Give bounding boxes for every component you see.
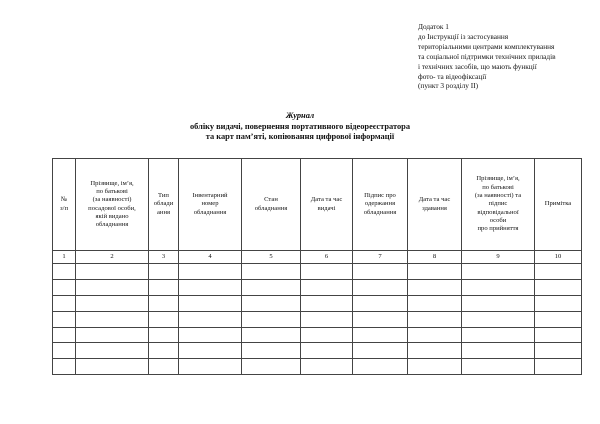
column-number: 1 <box>53 251 76 264</box>
table-row <box>53 343 582 359</box>
table-cell <box>76 279 149 295</box>
table-cell <box>149 264 179 280</box>
table-cell <box>179 264 242 280</box>
table-cell <box>53 295 76 311</box>
column-header <box>76 159 149 251</box>
table-cell <box>53 311 76 327</box>
column-number: 6 <box>301 251 353 264</box>
table-cell <box>242 343 301 359</box>
table-cell <box>179 311 242 327</box>
table-cell <box>53 359 76 375</box>
table-cell <box>462 264 535 280</box>
table-cell <box>301 264 353 280</box>
table-cell <box>149 279 179 295</box>
table-cell <box>242 295 301 311</box>
column-header <box>149 159 179 251</box>
table-cell <box>53 264 76 280</box>
column-header <box>53 159 76 251</box>
table-cell <box>76 327 149 343</box>
table-cell <box>462 359 535 375</box>
column-header-text: Підпис про одержання обладнання <box>363 192 397 216</box>
appendix-line: фото- та відеофіксації <box>418 71 487 81</box>
table-cell <box>462 279 535 295</box>
column-number: 9 <box>462 251 535 264</box>
table-cell <box>179 295 242 311</box>
table-cell <box>179 343 242 359</box>
table-cell <box>408 279 462 295</box>
table-header-row <box>53 159 582 251</box>
table-cell <box>53 327 76 343</box>
table-row <box>53 311 582 327</box>
table-cell <box>353 264 408 280</box>
table-cell <box>179 327 242 343</box>
column-header-text: Дата та час видачі <box>310 196 343 212</box>
column-header-text: Примітка <box>544 200 572 208</box>
column-header <box>353 159 408 251</box>
journal-title-line: обліку видачі, повернення портативного відеореєстратора <box>189 121 411 131</box>
column-number: 7 <box>353 251 408 264</box>
table-cell <box>301 327 353 343</box>
table-cell <box>408 359 462 375</box>
table-cell <box>149 295 179 311</box>
table-cell <box>535 327 582 343</box>
table-cell <box>242 327 301 343</box>
column-header-text: Дата та час здавання <box>418 196 451 212</box>
table-cell <box>353 295 408 311</box>
table-cell <box>301 279 353 295</box>
table-cell <box>408 343 462 359</box>
table-cell <box>353 359 408 375</box>
table-cell <box>242 279 301 295</box>
table-cell <box>462 343 535 359</box>
column-header <box>408 159 462 251</box>
table-cell <box>179 279 242 295</box>
table-cell <box>535 295 582 311</box>
column-header <box>462 159 535 251</box>
journal-table <box>52 158 582 375</box>
table-cell <box>353 311 408 327</box>
column-number: 3 <box>149 251 179 264</box>
column-header <box>179 159 242 251</box>
appendix-note <box>418 22 598 91</box>
table-cell <box>301 343 353 359</box>
table-cell <box>76 343 149 359</box>
column-header-text: Стан обладнання <box>254 196 288 212</box>
table-cell <box>535 343 582 359</box>
table-row <box>53 359 582 375</box>
table-cell <box>149 343 179 359</box>
column-header <box>242 159 301 251</box>
table-cell <box>301 311 353 327</box>
journal-title <box>0 111 600 143</box>
appendix-line: (пункт 3 розділу II) <box>418 81 479 91</box>
table-cell <box>76 264 149 280</box>
table-row <box>53 327 582 343</box>
table-cell <box>301 295 353 311</box>
column-number: 10 <box>535 251 582 264</box>
column-number: 2 <box>76 251 149 264</box>
table-cell <box>408 327 462 343</box>
appendix-line: до Інструкції із застосування <box>418 31 509 41</box>
column-header-text: № з/п <box>60 196 68 212</box>
column-number: 8 <box>408 251 462 264</box>
table-cell <box>462 295 535 311</box>
journal-title-line: Журнал <box>285 111 315 120</box>
table-cell <box>408 311 462 327</box>
table-cell <box>242 311 301 327</box>
table-cell <box>301 359 353 375</box>
table-row <box>53 264 582 280</box>
column-number-row <box>53 251 582 264</box>
table-cell <box>179 359 242 375</box>
table-cell <box>76 311 149 327</box>
table-cell <box>535 311 582 327</box>
table-cell <box>76 295 149 311</box>
column-header-text: Інвентарний номер обладнання <box>192 192 228 216</box>
table-cell <box>353 343 408 359</box>
table-cell <box>462 327 535 343</box>
journal-table-body <box>53 264 582 375</box>
table-row <box>53 295 582 311</box>
table-cell <box>242 264 301 280</box>
table-cell <box>53 343 76 359</box>
table-cell <box>535 264 582 280</box>
table-cell <box>353 279 408 295</box>
column-number: 5 <box>242 251 301 264</box>
column-number: 4 <box>179 251 242 264</box>
table-cell <box>462 311 535 327</box>
appendix-line: та соціальної підтримки технічних приладів <box>418 51 556 61</box>
column-header <box>535 159 582 251</box>
journal-title-line: та карт пам’яті, копіювання цифрової інформації <box>205 132 395 142</box>
table-cell <box>53 279 76 295</box>
appendix-line: територіальними центрами комплектування <box>418 41 555 51</box>
table-cell <box>353 327 408 343</box>
table-cell <box>535 279 582 295</box>
table-cell <box>76 359 149 375</box>
table-cell <box>242 359 301 375</box>
table-cell <box>408 264 462 280</box>
appendix-line: Додаток 1 <box>418 22 449 31</box>
table-cell <box>535 359 582 375</box>
column-header-text: Тип облади ання <box>153 192 174 216</box>
table-cell <box>149 311 179 327</box>
column-header <box>301 159 353 251</box>
table-cell <box>408 295 462 311</box>
appendix-line: і технічних засобів, що мають функції <box>418 61 537 71</box>
table-cell <box>149 327 179 343</box>
column-header-text: Прізвище, ім’я, по батькові (за наявності) посадової особи, якій видано обладнання <box>88 179 136 229</box>
table-row <box>53 279 582 295</box>
column-header-text: Прізвище, ім’я, по батькові (за наявності) та підпис відповідальної особи про прийняття <box>474 175 522 233</box>
table-cell <box>149 359 179 375</box>
